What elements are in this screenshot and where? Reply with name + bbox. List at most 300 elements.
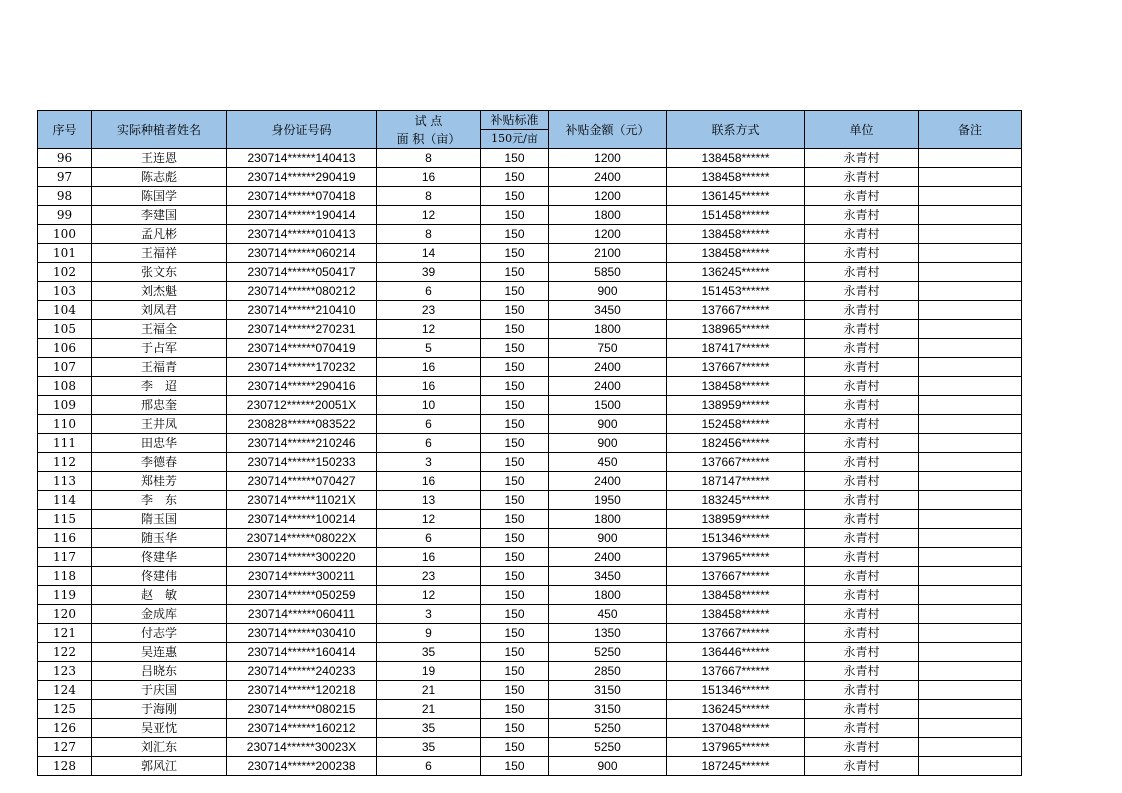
table-row	[38, 510, 1022, 529]
cell-seq: 125	[38, 700, 92, 719]
cell-id-number: 230714******210410	[227, 301, 377, 320]
cell-remark	[919, 149, 1022, 168]
cell-name: 陈国学	[92, 187, 227, 206]
cell-area: 23	[377, 567, 481, 586]
cell-subsidy-standard: 150	[481, 206, 549, 225]
cell-remark	[919, 282, 1022, 301]
cell-phone: 151458******	[667, 206, 805, 225]
cell-name: 付志学	[92, 624, 227, 643]
cell-seq: 111	[38, 434, 92, 453]
cell-unit: 永青村	[805, 339, 919, 358]
cell-subsidy-standard: 150	[481, 187, 549, 206]
cell-area: 35	[377, 643, 481, 662]
cell-unit: 永青村	[805, 320, 919, 339]
cell-seq: 108	[38, 377, 92, 396]
cell-name: 陈志彪	[92, 168, 227, 187]
cell-phone: 137667******	[667, 662, 805, 681]
cell-id-number: 230712******20051X	[227, 396, 377, 415]
cell-id-number: 230714******080215	[227, 700, 377, 719]
cell-subsidy-standard: 150	[481, 282, 549, 301]
cell-name: 赵 敏	[92, 586, 227, 605]
cell-amount: 5250	[549, 719, 667, 738]
cell-remark	[919, 244, 1022, 263]
cell-phone: 137667******	[667, 453, 805, 472]
cell-area: 13	[377, 491, 481, 510]
cell-amount: 900	[549, 434, 667, 453]
cell-id-number: 230714******060411	[227, 605, 377, 624]
cell-subsidy-standard: 150	[481, 263, 549, 282]
cell-phone: 187147******	[667, 472, 805, 491]
cell-name: 隋玉国	[92, 510, 227, 529]
cell-amount: 2400	[549, 358, 667, 377]
cell-amount: 1800	[549, 320, 667, 339]
header-phone: 联系方式	[667, 111, 805, 149]
cell-id-number: 230714******100214	[227, 510, 377, 529]
cell-name: 佟建华	[92, 548, 227, 567]
table-row	[38, 225, 1022, 244]
cell-id-number: 230714******11021X	[227, 491, 377, 510]
cell-phone: 138458******	[667, 149, 805, 168]
cell-remark	[919, 396, 1022, 415]
cell-name: 王福青	[92, 358, 227, 377]
cell-seq: 101	[38, 244, 92, 263]
cell-subsidy-standard: 150	[481, 453, 549, 472]
cell-area: 6	[377, 529, 481, 548]
cell-subsidy-standard: 150	[481, 738, 549, 757]
cell-subsidy-standard: 150	[481, 377, 549, 396]
cell-id-number: 230714******270231	[227, 320, 377, 339]
table-row	[38, 206, 1022, 225]
cell-unit: 永青村	[805, 757, 919, 776]
cell-amount: 1200	[549, 149, 667, 168]
cell-unit: 永青村	[805, 700, 919, 719]
cell-phone: 183245******	[667, 491, 805, 510]
cell-subsidy-standard: 150	[481, 662, 549, 681]
table-row	[38, 187, 1022, 206]
cell-unit: 永青村	[805, 567, 919, 586]
cell-name: 于占军	[92, 339, 227, 358]
cell-unit: 永青村	[805, 643, 919, 662]
cell-unit: 永青村	[805, 548, 919, 567]
cell-area: 12	[377, 320, 481, 339]
cell-area: 21	[377, 681, 481, 700]
cell-seq: 112	[38, 453, 92, 472]
cell-name: 刘汇东	[92, 738, 227, 757]
cell-unit: 永青村	[805, 396, 919, 415]
table-row	[38, 643, 1022, 662]
table-row	[38, 301, 1022, 320]
cell-name: 李 东	[92, 491, 227, 510]
cell-amount: 5850	[549, 263, 667, 282]
table-row	[38, 472, 1022, 491]
cell-amount: 900	[549, 282, 667, 301]
cell-subsidy-standard: 150	[481, 301, 549, 320]
cell-name: 王福全	[92, 320, 227, 339]
cell-id-number: 230714******060214	[227, 244, 377, 263]
cell-seq: 117	[38, 548, 92, 567]
cell-name: 郭风江	[92, 757, 227, 776]
cell-area: 19	[377, 662, 481, 681]
cell-remark	[919, 605, 1022, 624]
cell-remark	[919, 529, 1022, 548]
cell-amount: 1350	[549, 624, 667, 643]
cell-area: 16	[377, 548, 481, 567]
table-row	[38, 757, 1022, 776]
cell-seq: 110	[38, 415, 92, 434]
cell-phone: 151346******	[667, 529, 805, 548]
cell-unit: 永青村	[805, 719, 919, 738]
cell-phone: 187417******	[667, 339, 805, 358]
cell-id-number: 230714******290419	[227, 168, 377, 187]
cell-subsidy-standard: 150	[481, 225, 549, 244]
cell-amount: 1800	[549, 586, 667, 605]
header-area-line1: 试 点	[414, 113, 443, 128]
cell-name: 刘凤君	[92, 301, 227, 320]
cell-phone: 138458******	[667, 225, 805, 244]
cell-area: 6	[377, 415, 481, 434]
table-row	[38, 263, 1022, 282]
cell-remark	[919, 662, 1022, 681]
cell-remark	[919, 358, 1022, 377]
cell-subsidy-standard: 150	[481, 624, 549, 643]
cell-unit: 永青村	[805, 282, 919, 301]
header-subsidy-standard: 补贴标准	[481, 111, 549, 130]
cell-area: 16	[377, 168, 481, 187]
table-row	[38, 434, 1022, 453]
cell-name: 田忠华	[92, 434, 227, 453]
table-row	[38, 662, 1022, 681]
cell-subsidy-standard: 150	[481, 472, 549, 491]
cell-amount: 2400	[549, 377, 667, 396]
table-row	[38, 529, 1022, 548]
table-row	[38, 339, 1022, 358]
cell-phone: 137667******	[667, 301, 805, 320]
cell-seq: 99	[38, 206, 92, 225]
cell-remark	[919, 339, 1022, 358]
table-row	[38, 567, 1022, 586]
cell-id-number: 230714******300211	[227, 567, 377, 586]
cell-unit: 永青村	[805, 491, 919, 510]
cell-name: 吴连惠	[92, 643, 227, 662]
header-unit: 单位	[805, 111, 919, 149]
cell-amount: 450	[549, 453, 667, 472]
cell-seq: 100	[38, 225, 92, 244]
cell-seq: 103	[38, 282, 92, 301]
cell-id-number: 230714******030410	[227, 624, 377, 643]
cell-unit: 永青村	[805, 529, 919, 548]
cell-subsidy-standard: 150	[481, 339, 549, 358]
cell-area: 16	[377, 377, 481, 396]
subsidy-table	[37, 110, 1022, 776]
cell-amount: 900	[549, 415, 667, 434]
cell-phone: 151346******	[667, 681, 805, 700]
cell-seq: 124	[38, 681, 92, 700]
cell-remark	[919, 415, 1022, 434]
table-row	[38, 453, 1022, 472]
cell-phone: 136245******	[667, 700, 805, 719]
cell-area: 5	[377, 339, 481, 358]
cell-unit: 永青村	[805, 263, 919, 282]
cell-remark	[919, 263, 1022, 282]
cell-phone: 138458******	[667, 605, 805, 624]
cell-seq: 128	[38, 757, 92, 776]
table-row	[38, 168, 1022, 187]
cell-name: 于海刚	[92, 700, 227, 719]
cell-name: 孟凡彬	[92, 225, 227, 244]
cell-id-number: 230714******30023X	[227, 738, 377, 757]
cell-phone: 136245******	[667, 263, 805, 282]
header-amount: 补贴金额（元）	[549, 111, 667, 149]
cell-subsidy-standard: 150	[481, 643, 549, 662]
cell-name: 吕晓东	[92, 662, 227, 681]
cell-amount: 3450	[549, 301, 667, 320]
cell-phone: 138959******	[667, 510, 805, 529]
cell-phone: 151453******	[667, 282, 805, 301]
cell-id-number: 230714******300220	[227, 548, 377, 567]
cell-name: 王连恩	[92, 149, 227, 168]
cell-amount: 450	[549, 605, 667, 624]
cell-seq: 122	[38, 643, 92, 662]
cell-area: 35	[377, 719, 481, 738]
cell-name: 李德春	[92, 453, 227, 472]
cell-area: 6	[377, 282, 481, 301]
cell-id-number: 230714******08022X	[227, 529, 377, 548]
cell-amount: 3450	[549, 567, 667, 586]
table-row	[38, 605, 1022, 624]
cell-subsidy-standard: 150	[481, 700, 549, 719]
cell-remark	[919, 206, 1022, 225]
cell-subsidy-standard: 150	[481, 719, 549, 738]
cell-seq: 107	[38, 358, 92, 377]
header-seq: 序号	[38, 111, 92, 149]
cell-seq: 104	[38, 301, 92, 320]
cell-area: 16	[377, 472, 481, 491]
cell-unit: 永青村	[805, 681, 919, 700]
cell-amount: 2850	[549, 662, 667, 681]
cell-unit: 永青村	[805, 206, 919, 225]
cell-subsidy-standard: 150	[481, 491, 549, 510]
cell-subsidy-standard: 150	[481, 529, 549, 548]
cell-phone: 137965******	[667, 738, 805, 757]
cell-id-number: 230714******050259	[227, 586, 377, 605]
cell-name: 刘杰魁	[92, 282, 227, 301]
cell-remark	[919, 434, 1022, 453]
cell-subsidy-standard: 150	[481, 567, 549, 586]
header-id-number: 身份证号码	[227, 111, 377, 149]
cell-subsidy-standard: 150	[481, 548, 549, 567]
cell-unit: 永青村	[805, 149, 919, 168]
cell-subsidy-standard: 150	[481, 358, 549, 377]
table-row	[38, 491, 1022, 510]
cell-phone: 182456******	[667, 434, 805, 453]
header-subsidy-rate: 150元/亩	[481, 130, 549, 149]
cell-seq: 116	[38, 529, 92, 548]
cell-remark	[919, 738, 1022, 757]
cell-remark	[919, 510, 1022, 529]
cell-id-number: 230714******190414	[227, 206, 377, 225]
cell-remark	[919, 301, 1022, 320]
cell-phone: 138965******	[667, 320, 805, 339]
cell-remark	[919, 681, 1022, 700]
cell-unit: 永青村	[805, 453, 919, 472]
cell-remark	[919, 377, 1022, 396]
cell-area: 39	[377, 263, 481, 282]
cell-seq: 126	[38, 719, 92, 738]
cell-subsidy-standard: 150	[481, 168, 549, 187]
cell-id-number: 230714******150233	[227, 453, 377, 472]
cell-seq: 123	[38, 662, 92, 681]
cell-phone: 138458******	[667, 377, 805, 396]
cell-area: 6	[377, 434, 481, 453]
table-row	[38, 586, 1022, 605]
cell-remark	[919, 700, 1022, 719]
table-row	[38, 719, 1022, 738]
cell-name: 郑桂芳	[92, 472, 227, 491]
cell-subsidy-standard: 150	[481, 149, 549, 168]
cell-name: 邢忠奎	[92, 396, 227, 415]
cell-phone: 138959******	[667, 396, 805, 415]
cell-name: 佟建伟	[92, 567, 227, 586]
cell-unit: 永青村	[805, 244, 919, 263]
cell-unit: 永青村	[805, 415, 919, 434]
cell-area: 6	[377, 757, 481, 776]
cell-area: 8	[377, 225, 481, 244]
cell-amount: 900	[549, 529, 667, 548]
cell-amount: 2100	[549, 244, 667, 263]
cell-remark	[919, 491, 1022, 510]
cell-name: 于庆国	[92, 681, 227, 700]
cell-id-number: 230828******083522	[227, 415, 377, 434]
cell-subsidy-standard: 150	[481, 510, 549, 529]
header-row	[38, 111, 1022, 130]
cell-phone: 138458******	[667, 586, 805, 605]
cell-phone: 137965******	[667, 548, 805, 567]
cell-id-number: 230714******160414	[227, 643, 377, 662]
table-body	[38, 149, 1022, 776]
cell-phone: 137667******	[667, 358, 805, 377]
table-row	[38, 396, 1022, 415]
table-row	[38, 377, 1022, 396]
cell-phone: 137667******	[667, 567, 805, 586]
cell-unit: 永青村	[805, 510, 919, 529]
cell-id-number: 230714******070418	[227, 187, 377, 206]
cell-amount: 3150	[549, 700, 667, 719]
cell-amount: 2400	[549, 548, 667, 567]
cell-seq: 127	[38, 738, 92, 757]
cell-id-number: 230714******200238	[227, 757, 377, 776]
cell-id-number: 230714******210246	[227, 434, 377, 453]
cell-phone: 136446******	[667, 643, 805, 662]
cell-amount: 5250	[549, 643, 667, 662]
table-row	[38, 415, 1022, 434]
header-area-line2: 面 积（亩）	[396, 131, 461, 146]
cell-id-number: 230714******070419	[227, 339, 377, 358]
cell-name: 张文东	[92, 263, 227, 282]
cell-area: 35	[377, 738, 481, 757]
cell-remark	[919, 472, 1022, 491]
cell-seq: 118	[38, 567, 92, 586]
cell-unit: 永青村	[805, 301, 919, 320]
cell-unit: 永青村	[805, 605, 919, 624]
table-row	[38, 700, 1022, 719]
cell-area: 21	[377, 700, 481, 719]
cell-subsidy-standard: 150	[481, 396, 549, 415]
table-row	[38, 282, 1022, 301]
cell-unit: 永青村	[805, 225, 919, 244]
cell-subsidy-standard: 150	[481, 586, 549, 605]
cell-seq: 113	[38, 472, 92, 491]
cell-seq: 120	[38, 605, 92, 624]
cell-seq: 102	[38, 263, 92, 282]
cell-remark	[919, 757, 1022, 776]
cell-area: 3	[377, 453, 481, 472]
cell-seq: 109	[38, 396, 92, 415]
cell-subsidy-standard: 150	[481, 434, 549, 453]
cell-remark	[919, 586, 1022, 605]
cell-amount: 1800	[549, 206, 667, 225]
cell-remark	[919, 719, 1022, 738]
cell-phone: 138458******	[667, 168, 805, 187]
cell-id-number: 230714******120218	[227, 681, 377, 700]
cell-amount: 3150	[549, 681, 667, 700]
cell-remark	[919, 567, 1022, 586]
cell-id-number: 230714******050417	[227, 263, 377, 282]
cell-phone: 136145******	[667, 187, 805, 206]
cell-remark	[919, 168, 1022, 187]
cell-remark	[919, 624, 1022, 643]
cell-phone: 152458******	[667, 415, 805, 434]
cell-subsidy-standard: 150	[481, 605, 549, 624]
cell-unit: 永青村	[805, 358, 919, 377]
cell-area: 12	[377, 206, 481, 225]
cell-amount: 5250	[549, 738, 667, 757]
cell-seq: 98	[38, 187, 92, 206]
table-row	[38, 548, 1022, 567]
cell-unit: 永青村	[805, 434, 919, 453]
cell-name: 李 迢	[92, 377, 227, 396]
cell-amount: 750	[549, 339, 667, 358]
cell-remark	[919, 225, 1022, 244]
cell-area: 10	[377, 396, 481, 415]
cell-remark	[919, 187, 1022, 206]
cell-remark	[919, 548, 1022, 567]
cell-id-number: 230714******170232	[227, 358, 377, 377]
cell-id-number: 230714******010413	[227, 225, 377, 244]
cell-amount: 1200	[549, 187, 667, 206]
cell-phone: 137667******	[667, 624, 805, 643]
cell-id-number: 230714******080212	[227, 282, 377, 301]
cell-phone: 138458******	[667, 244, 805, 263]
cell-name: 王福祥	[92, 244, 227, 263]
cell-seq: 106	[38, 339, 92, 358]
table-row	[38, 244, 1022, 263]
cell-subsidy-standard: 150	[481, 757, 549, 776]
cell-subsidy-standard: 150	[481, 320, 549, 339]
cell-id-number: 230714******240233	[227, 662, 377, 681]
cell-remark	[919, 643, 1022, 662]
cell-name: 随玉华	[92, 529, 227, 548]
cell-seq: 121	[38, 624, 92, 643]
cell-remark	[919, 320, 1022, 339]
cell-name: 王井凤	[92, 415, 227, 434]
cell-seq: 115	[38, 510, 92, 529]
header-area	[377, 111, 481, 149]
cell-amount: 2400	[549, 168, 667, 187]
cell-area: 16	[377, 358, 481, 377]
cell-area: 9	[377, 624, 481, 643]
header-name: 实际种植者姓名	[92, 111, 227, 149]
table-row	[38, 149, 1022, 168]
